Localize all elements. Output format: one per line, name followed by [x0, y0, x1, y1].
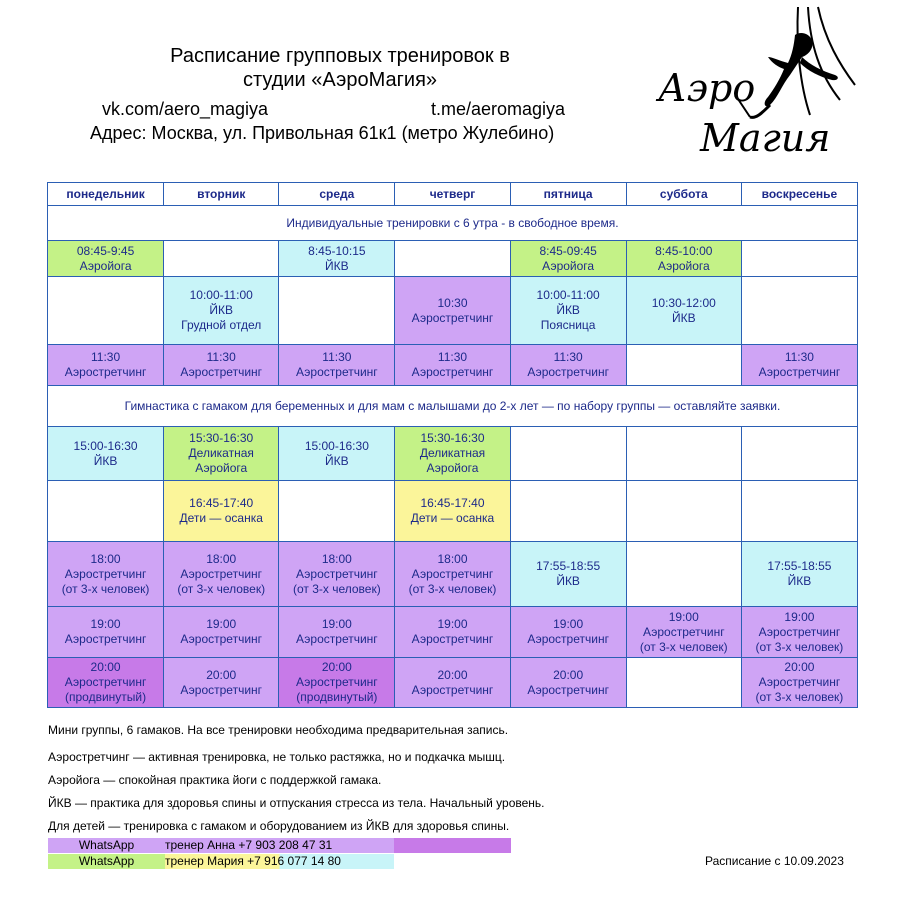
empty-slot [741, 427, 857, 481]
slot-time: 20:00 [321, 660, 352, 674]
empty-slot [395, 241, 510, 277]
slot-time: 10:30 [437, 295, 468, 310]
empty-slot [510, 427, 626, 481]
schedule-row [48, 241, 858, 277]
slot-time: 18:00 [437, 551, 468, 566]
vk-link[interactable]: vk.com/aero_magiya [102, 99, 269, 119]
schedule-row [48, 542, 858, 607]
slot-time: 20:00 [437, 667, 468, 682]
schedule-row [48, 277, 858, 345]
empty-slot [48, 481, 164, 542]
class-slot [510, 607, 626, 658]
slot-label: Аэройога [79, 258, 132, 273]
slot-label: Аэростретчинг [758, 365, 841, 379]
contact-row-anna [48, 838, 511, 853]
class-slot [395, 481, 510, 542]
slot-time: 8:45-10:15 [308, 243, 366, 258]
class-slot [395, 277, 510, 345]
note-row [48, 386, 858, 427]
slot-label: Аэростретчинг [411, 566, 494, 581]
kids-definition: Для детей — тренировка с гамаком и оборудованием из ЙКВ для здоровья спины. [48, 819, 510, 833]
slot-label: (от 3-х человек) [408, 581, 497, 596]
slot-label: Аэростретчинг [64, 365, 147, 379]
individual-training-note: Индивидуальные тренировки с 6 утра - в свободное время. [48, 206, 858, 241]
slot-label: (от 3-х человек) [639, 639, 728, 654]
slot-label: Аэростретчинг [296, 566, 378, 581]
schedule-date: Расписание с 10.09.2023 [705, 854, 844, 868]
slot-time: 20:00 [784, 660, 815, 674]
note-row [48, 206, 858, 241]
slot-label: Деликатная [188, 446, 254, 460]
mini-groups-note: Мини группы, 6 гамаков. На все тренировки необходима предварительная запись. [48, 723, 509, 737]
slot-label: Аэростретчинг [64, 675, 147, 689]
slot-time: 20:00 [553, 667, 584, 682]
empty-slot [741, 481, 857, 542]
slot-label: (от 3-х человек) [292, 581, 381, 596]
slot-time: 18:00 [90, 551, 121, 566]
slot-time: 11:30 [553, 350, 583, 364]
slot-time: 19:00 [668, 609, 699, 624]
pregnant-gymnastics-note: Гимнастика с гамаком для беременных и для мам с малышами до 2-х лет — по набору группы — оставляйте заявки. [48, 386, 858, 427]
class-slot [279, 607, 395, 658]
slot-time: 19:00 [90, 617, 121, 631]
slot-label: Аэростретчинг [296, 632, 378, 646]
days-header-row [48, 183, 858, 206]
class-slot [48, 241, 164, 277]
slot-label: Аэростретчинг [758, 624, 841, 639]
empty-slot [279, 277, 395, 345]
empty-slot [626, 542, 741, 607]
telegram-link[interactable]: t.me/aeromagiya [431, 99, 566, 119]
slot-time: 19:00 [321, 617, 352, 631]
logo-word-aero: Аэро [658, 66, 756, 110]
studio-logo [650, 5, 865, 165]
slot-label: Аэройога [657, 258, 710, 273]
slot-time: 19:00 [553, 617, 584, 631]
slot-time: 10:00-11:00 [189, 288, 253, 302]
color-bar [394, 838, 511, 853]
class-slot [741, 658, 857, 708]
slot-time: 18:00 [206, 551, 237, 566]
class-slot [48, 427, 164, 481]
slot-label: ЙКВ [325, 258, 349, 273]
class-slot [164, 658, 279, 708]
class-slot [510, 658, 626, 708]
class-slot [395, 607, 510, 658]
slot-label: (от 3-х человек) [61, 581, 150, 596]
slot-label: Деликатная [419, 446, 486, 460]
class-slot [741, 542, 857, 607]
empty-slot [48, 277, 164, 345]
slot-time: 17:55-18:55 [767, 559, 832, 573]
slot-time: 10:30-12:00 [651, 295, 716, 310]
slot-label: Аэростретчинг [180, 566, 263, 581]
class-slot [741, 345, 857, 386]
class-slot [48, 607, 164, 658]
title-line-2: студии «АэроМагия» [242, 69, 438, 91]
class-slot [48, 658, 164, 708]
day-header: суббота [626, 183, 741, 206]
aeroyoga-definition: Аэройога — спокойная практика йоги с поддержкой гамака. [48, 773, 382, 787]
title-line-1: Расписание групповых тренировок в [170, 45, 510, 67]
class-slot [48, 542, 164, 607]
slot-label: (продвинутый) [296, 690, 378, 704]
trainer-contact[interactable]: тренер Анна +7 903 208 47 31 [165, 838, 394, 853]
slot-time: 8:45-10:00 [655, 243, 713, 258]
slot-label: Аэростретчинг [296, 675, 378, 689]
slot-time: 11:30 [206, 350, 236, 364]
slot-time: 19:00 [206, 617, 237, 631]
slot-label: (продвинутый) [65, 690, 147, 704]
day-header: пятница [510, 183, 626, 206]
slot-time: 15:30-16:30 [420, 431, 485, 445]
logo-word-magia: Магия [700, 116, 831, 160]
slot-label: (от 3-х человек) [755, 639, 844, 654]
slot-time: 11:30 [91, 350, 121, 364]
slot-label: ЙКВ [556, 574, 580, 588]
empty-slot [626, 345, 741, 386]
schedule-row [48, 345, 858, 386]
class-slot [164, 542, 279, 607]
slot-label: Дети — осанка [410, 511, 495, 525]
class-slot [279, 658, 395, 708]
slot-label: Поясница [540, 318, 596, 332]
class-slot [279, 345, 395, 386]
empty-slot [741, 241, 857, 277]
slot-label: Аэройога [426, 461, 479, 475]
class-slot [279, 241, 395, 277]
slot-label: Аэростретчинг [411, 365, 494, 379]
slot-label: Грудной отдел [181, 318, 262, 332]
day-header: понедельник [48, 183, 164, 206]
empty-slot [626, 658, 741, 708]
empty-slot [164, 241, 279, 277]
class-slot [626, 241, 741, 277]
slot-label: (от 3-х человек) [177, 581, 266, 596]
day-header: вторник [164, 183, 279, 206]
contact-row-maria [48, 854, 511, 869]
class-slot [395, 542, 510, 607]
slot-label: ЙКВ [325, 453, 349, 468]
slot-label: Аэростретчинг [180, 632, 263, 646]
whatsapp-link[interactable]: WhatsApp [48, 838, 165, 853]
slot-label: Аэростретчинг [180, 365, 263, 379]
class-slot [395, 658, 510, 708]
class-slot [626, 607, 741, 658]
schedule-row [48, 658, 858, 708]
slot-time: 18:00 [321, 551, 352, 566]
schedule-row [48, 427, 858, 481]
slot-time: 15:00-16:30 [73, 438, 138, 453]
slot-label: Аэростретчинг [411, 682, 494, 697]
slot-time: 11:30 [437, 350, 468, 364]
slot-label: Аэростретчинг [527, 632, 609, 646]
slot-label: Дети — осанка [179, 511, 263, 525]
class-slot [510, 542, 626, 607]
slot-label: Аэростретчинг [64, 566, 147, 581]
empty-slot [626, 427, 741, 481]
slot-label: Аэростретчинг [758, 675, 841, 689]
slot-label: ЙКВ [556, 303, 580, 317]
empty-slot [279, 481, 395, 542]
trainer-contact[interactable]: тренер Мария +7 916 077 14 80 [165, 854, 394, 869]
slot-label: Аэростретчинг [180, 682, 263, 697]
class-slot [510, 277, 626, 345]
slot-time: 16:45-17:40 [420, 496, 485, 510]
class-slot [279, 542, 395, 607]
class-slot [626, 277, 741, 345]
class-slot [48, 345, 164, 386]
empty-slot [741, 277, 857, 345]
class-slot [395, 345, 510, 386]
page-title [80, 44, 600, 92]
slot-time: 15:00-16:30 [304, 438, 369, 453]
slot-label: ЙКВ [209, 303, 234, 317]
slot-label: Аэростретчинг [411, 632, 494, 646]
class-slot [741, 607, 857, 658]
slot-time: 15:30-16:30 [189, 431, 254, 445]
slot-label: Аэройога [542, 258, 595, 273]
schedule-row [48, 481, 858, 542]
empty-slot [510, 481, 626, 542]
slot-label: Аэройога [195, 461, 248, 475]
slot-time: 11:30 [784, 350, 814, 364]
class-slot [279, 427, 395, 481]
day-header: четверг [395, 183, 510, 206]
slot-label: Аэростретчинг [411, 310, 494, 325]
class-slot [510, 241, 626, 277]
class-slot [395, 427, 510, 481]
class-slot [164, 345, 279, 386]
slot-label: Аэростретчинг [527, 365, 609, 379]
class-slot [164, 277, 279, 345]
aerialist-silhouette-icon [738, 7, 855, 117]
class-slot [164, 427, 279, 481]
slot-time: 19:00 [784, 609, 815, 624]
schedule-table [47, 182, 858, 708]
slot-time: 8:45-09:45 [539, 243, 597, 258]
slot-time: 20:00 [90, 660, 121, 674]
slot-label: Аэростретчинг [64, 632, 147, 646]
studio-address: Адрес: Москва, ул. Привольная 61к1 (метро Жулебино) [90, 123, 555, 143]
slot-time: 20:00 [206, 667, 237, 682]
whatsapp-link[interactable]: WhatsApp [48, 854, 165, 869]
slot-label: Аэростретчинг [527, 682, 609, 697]
aerostretching-definition: Аэростретчинг — активная тренировка, не только растяжка, но и подкачка мышц. [48, 750, 506, 764]
slot-time: 16:45-17:40 [189, 496, 254, 510]
slot-label: (от 3-х человек) [755, 690, 844, 704]
class-slot [164, 607, 279, 658]
slot-time: 17:55-18:55 [536, 559, 601, 573]
class-slot [510, 345, 626, 386]
slot-time: 10:00-11:00 [536, 288, 600, 302]
empty-slot [626, 481, 741, 542]
slot-label: ЙКВ [93, 453, 118, 468]
schedule-row [48, 607, 858, 658]
class-slot [164, 481, 279, 542]
slot-time: 08:45-9:45 [76, 243, 135, 258]
slot-time: 19:00 [437, 617, 468, 631]
day-header: воскресенье [741, 183, 857, 206]
day-header: среда [279, 183, 395, 206]
slot-label: ЙКВ [787, 574, 812, 588]
slot-time: 11:30 [322, 350, 352, 364]
slot-label: ЙКВ [671, 310, 696, 325]
ykv-definition: ЙКВ — практика для здоровья спины и отпускания стресса из тела. Начальный уровень. [48, 796, 545, 810]
slot-label: Аэростретчинг [642, 624, 725, 639]
slot-label: Аэростретчинг [296, 365, 378, 379]
